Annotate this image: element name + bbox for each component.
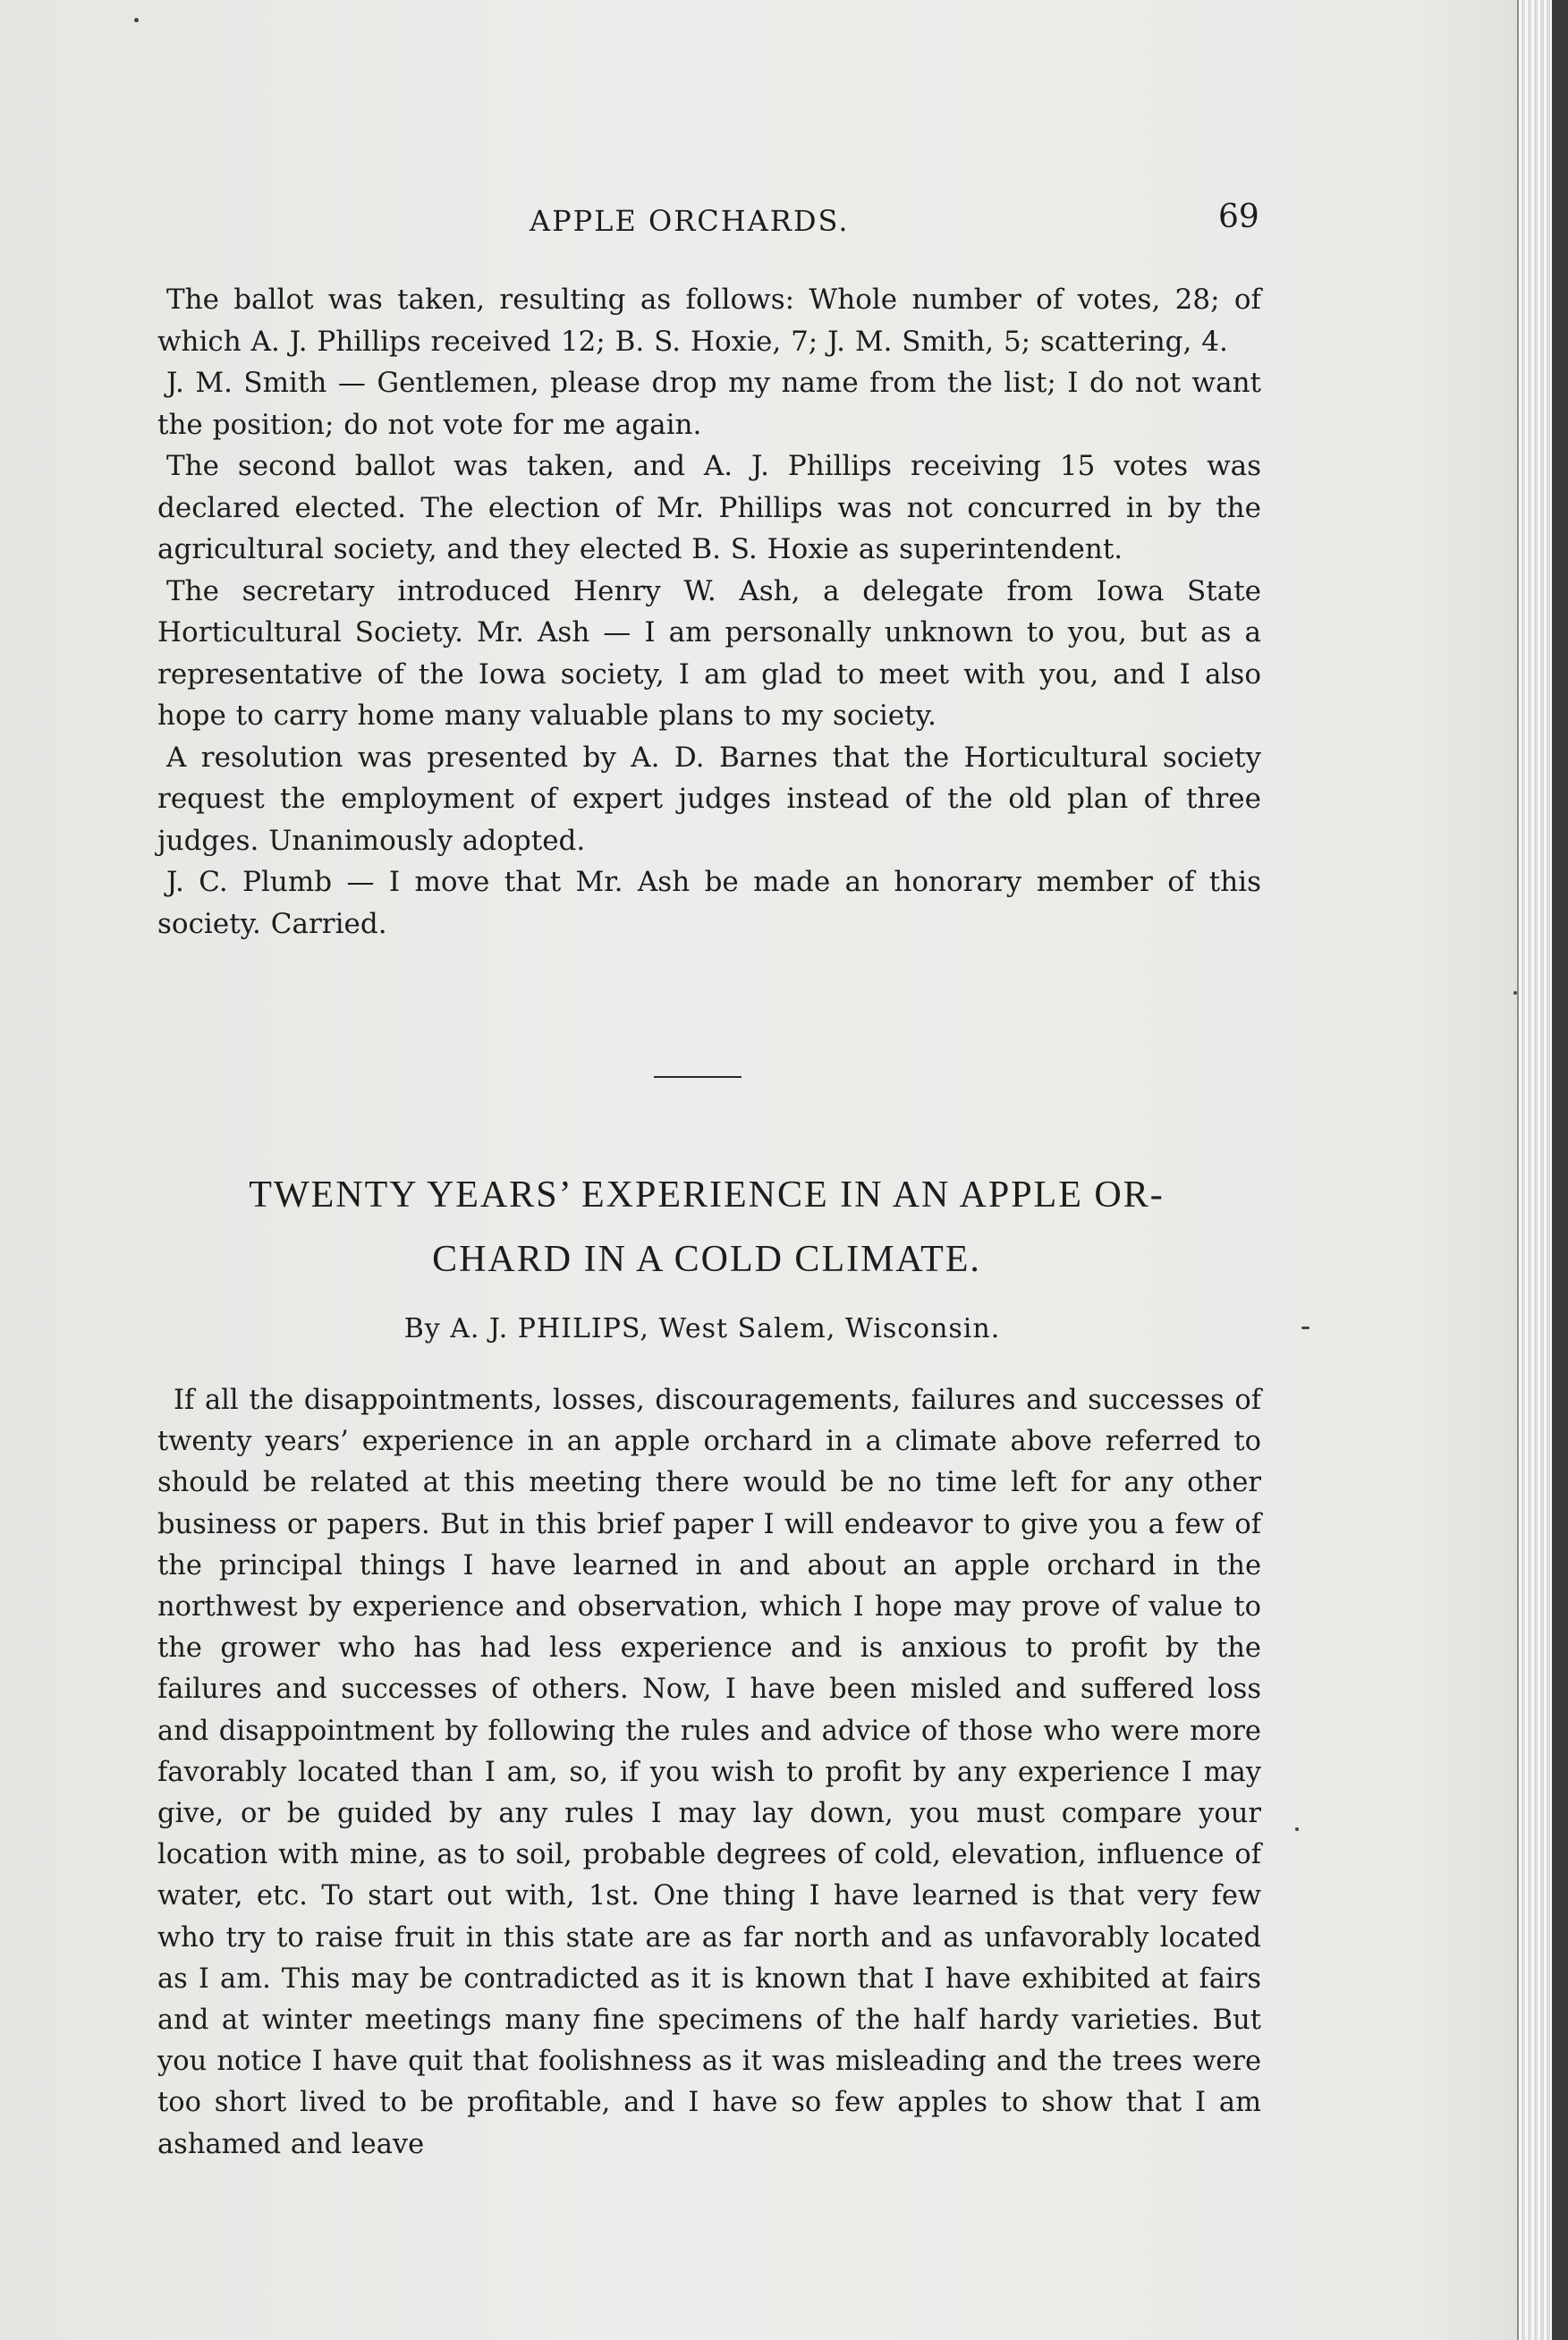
page-number: 69 bbox=[1218, 199, 1259, 235]
ink-speck bbox=[1513, 991, 1517, 995]
minutes-paragraph: A resolution was presented by A. D. Barnes that the Horticultural society request the employment of expert judges instead of the old plan of three judges. Unanimously adopted. bbox=[157, 741, 1261, 857]
section-divider bbox=[654, 1076, 742, 1078]
book-spine-shadow bbox=[1552, 0, 1568, 2340]
article-body bbox=[157, 1380, 1261, 2166]
article-byline: By A. J. PHILIPS, West Salem, Wisconsin. bbox=[403, 1313, 1001, 1344]
article-title-line: CHARD IN A COLD CLIMATE. bbox=[432, 1239, 981, 1280]
minutes-paragraph: The secretary introduced Henry W. Ash, a delegate from Iowa State Horticultural Society. Mr. Ash — I am personally unknown to you, but as a representative of the Iowa society, I am glad to meet with you, and I also hope to carry home many valuable plans to my society. bbox=[157, 574, 1261, 732]
minutes-paragraph: J. C. Plumb — I move that Mr. Ash be made an honorary member of this society. Carried. bbox=[157, 866, 1261, 940]
minutes-paragraph: J. M. Smith — Gentlemen, please drop my name from the list; I do not want the position; do not vote for me again. bbox=[157, 367, 1261, 441]
minutes-paragraph: The ballot was taken, resulting as follows: Whole number of votes, 28; of which A. J. Phillips received 12; B. S. Hoxie, 7; J. M. Smith, 5; scattering, 4. bbox=[157, 284, 1261, 358]
minutes-paragraph: The second ballot was taken, and A. J. Phillips receiving 15 votes was declared elected. The election of Mr. Phillips was not concurred in by the agricultural society, and they elected B. S. Hoxie as superintendent. bbox=[157, 450, 1261, 565]
meeting-minutes bbox=[157, 279, 1261, 945]
ink-speck bbox=[1295, 1827, 1299, 1831]
ink-speck bbox=[1301, 1327, 1309, 1329]
page-header bbox=[0, 199, 1568, 242]
article-title bbox=[107, 1163, 1306, 1292]
article-title-line: TWENTY YEARS’ EXPERIENCE IN AN APPLE OR- bbox=[249, 1174, 1165, 1216]
article-paragraph: If all the disappointments, losses, discouragements, failures and successes of twenty years’ experience in an apple orchard in a climate above referred to should be related at this meeting there would be no time left for any other business or papers. But in this brief paper I will endeavor to give you a few of the principal things I have learned in and about an apple orchard in the northwest by experience and observation, which I hope may prove of value to the grower who has had less experience and is anxious to profit by the failures and successes of others. Now, I have been misled and suffered loss and disappointment by following the rules and advice of those who were more favorably located than I am, so, if you wish to profit by any experience I may give, or be guided by any rules I may lay down, you must compare your location with mine, as to soil, probable degrees of cold, elevation, influence of water, etc. To start out with, 1st. One thing I have learned is that very few who try to raise fruit in this state are as far north and as unfavorably located as I am. This may be contradicted as it is known that I have exhibited at fairs and at winter meetings many fine specimens of the half hardy varieties. But you notice I have quit that foolishness as it was misleading and the trees were too short lived to be profitable, and I have so few apples to show that I am ashamed and leave bbox=[157, 1385, 1261, 2160]
running-head: APPLE ORCHARDS. bbox=[530, 204, 850, 238]
ink-speck bbox=[134, 18, 139, 22]
